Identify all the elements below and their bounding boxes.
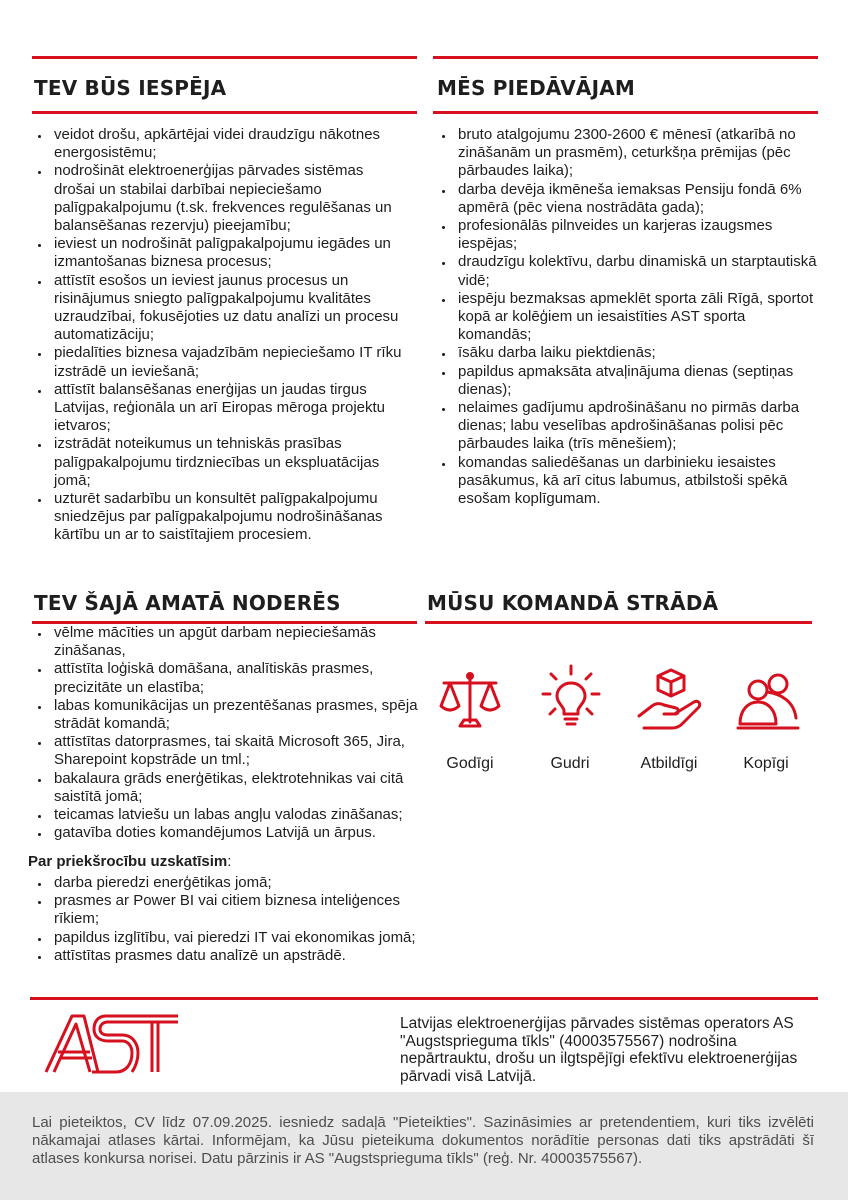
list-item: nelaimes gadījumu apdrošināšanu no pirmās darba dienas; labu veselības apdrošināšanas polisi pēc pārbaudes laika (trīs mēnešiem); (436, 399, 818, 454)
requirements-heading: TEV ŠAJĀ AMATĀ NODERĒS (34, 591, 341, 615)
list-item: attīstītas datorprasmes, tai skaitā Microsoft 365, Jira, Sharepoint kopstrāde un tml.; (32, 733, 424, 769)
ast-logo (40, 1012, 180, 1076)
list-item: veidot drošu, apkārtējai videi draudzīgu nākotnes energosistēmu; (32, 126, 404, 162)
footer-text: Lai pieteiktos, CV līdz 07.09.2025. iesniedz sadaļā "Pieteikties". Sazināsimies ar pretendentiem, kuri tiks izvēlēti nākamajai atlases kārtai. Informējam, ka Jūsu pieteikuma dokumentos norādītie personas dati tiks apstrādāti šī atlases konkursa norisei. Datu pārzinis ir AS "Augstsprieguma tīkls" (reģ. Nr. 40003575567). (32, 1114, 814, 1168)
preference-heading (28, 853, 231, 871)
list-item: ieviest un nodrošināt palīgpakalpojumu iegādes un izmantošanas biznesa procesus; (32, 235, 404, 271)
opportunities-underline (32, 111, 417, 114)
list-item: draudzīgu kolektīvu, darbu dinamiskā un starptautiskā vidē; (436, 253, 818, 289)
requirements-list (32, 624, 424, 842)
offer-heading: MĒS PIEDĀVĀJAM (437, 76, 635, 100)
list-item: bakalaura grāds enerģētikas, elektrotehnikas vai citā saistītā jomā; (32, 770, 424, 806)
list-item: darba pieredzi enerģētikas jomā; (32, 874, 424, 892)
list-item: darba devēja ikmēneša iemaksas Pensiju fondā 6% apmērā (pēc viena nostrādāta gada); (436, 181, 818, 217)
list-item: attīstītas prasmes datu analīzē un apstrādē. (32, 947, 424, 965)
value-label: Gudri (550, 755, 590, 772)
hand-cube-icon (636, 666, 706, 732)
list-item: attīstīt esošos un ieviest jaunus procesus un risinājumus sniegto palīgpakalpojumu kvalitātes uzraudzībai, fokusējoties uz datu analīzi un procesu automatizāciju; (32, 272, 404, 345)
lightbulb-icon (539, 664, 603, 730)
value-label: Atbildīgi (640, 755, 698, 772)
list-item: komandas saliedēšanas un darbinieku iesaistes pasākumus, kā arī citus labumus, atbilstoši spēkā esošam koplīgumam. (436, 454, 818, 509)
scales-icon (438, 670, 502, 732)
top-rule-left (32, 56, 417, 59)
list-item: iespēju bezmaksas apmeklēt sporta zāli Rīgā, sportot kopā ar kolēģiem un iesaistīties AST sporta komandās; (436, 290, 818, 345)
bottom-rule (30, 997, 818, 1000)
opportunities-heading: TEV BŪS IESPĒJA (34, 76, 227, 100)
list-item: attīstīt balansēšanas enerģijas un jaudas tirgus Latvijas, reģionāla un arī Eiropas mēroga projektu ietvaros; (32, 381, 404, 436)
list-item: piedalīties biznesa vajadzībām nepieciešamo IT rīku izstrādē un ieviešanā; (32, 344, 404, 380)
list-item: bruto atalgojumu 2300-2600 € mēnesī (atkarībā no zināšanām un prasmēm), ceturkšņa prēmijas (pēc pārbaudes laika); (436, 126, 818, 181)
list-item: profesionālās pilnveides un karjeras izaugsmes iespējas; (436, 217, 818, 253)
list-item: nodrošināt elektroenerģijas pārvades sistēmas drošai un stabilai darbībai nepieciešamo palīgpakalpojumu (t.sk. frekvences regulēšanas un balansēšanas rezervju) pieejamību; (32, 162, 404, 235)
list-item: papildus apmaksāta atvaļinājuma dienas (septiņas dienas); (436, 363, 818, 399)
list-item: attīstīta loģiskā domāšana, analītiskās prasmes, precizitāte un elastība; (32, 660, 424, 696)
value-label: Kopīgi (743, 755, 789, 772)
offer-underline (433, 111, 818, 114)
list-item: teicamas latviešu un labas angļu valodas zināšanas; (32, 806, 424, 824)
list-item: uzturēt sadarbību un konsultēt palīgpakalpojumu sniedzējus par palīgpakalpojumu nodrošināšanas kārtību un ar to saistītajiem procesiem. (32, 490, 404, 545)
preference-colon: : (227, 853, 232, 870)
people-icon (734, 672, 804, 732)
value-label: Godīgi (446, 755, 494, 772)
preference-label: Par priekšrocību uzskatīsim (28, 853, 228, 870)
list-item: īsāku darba laiku piektdienās; (436, 344, 818, 362)
list-item: labas komunikācijas un prezentēšanas prasmes, spēja strādāt komandā; (32, 697, 424, 733)
opportunities-list (32, 126, 404, 545)
top-rule-right (433, 56, 818, 59)
list-item: gatavība doties komandējumos Latvijā un ārpus. (32, 824, 424, 842)
list-item: izstrādāt noteikumus un tehniskās prasības palīgpakalpojumu tirdzniecības un ekspluatācijas jomā; (32, 435, 404, 490)
ast-logo-text: AST (110, 1052, 112, 1053)
company-description: Latvijas elektroenerģijas pārvades sistēmas operators AS "Augstsprieguma tīkls" (40003575567) nodrošina nepārtrauktu, drošu un ilgtspējīgi efektīvu elektroenerģijas pārvadi visā Latvijā. (400, 1015, 798, 1085)
team-values-underline (425, 621, 812, 624)
team-values-heading: MŪSU KOMANDĀ STRĀDĀ (427, 591, 719, 615)
offer-list (436, 126, 818, 508)
list-item: vēlme mācīties un apgūt darbam nepieciešamās zināšanas, (32, 624, 424, 660)
list-item: papildus izglītību, vai pieredzi IT vai ekonomikas jomā; (32, 929, 424, 947)
preference-list (32, 874, 424, 965)
list-item: prasmes ar Power BI vai citiem biznesa inteliģences rīkiem; (32, 892, 424, 928)
